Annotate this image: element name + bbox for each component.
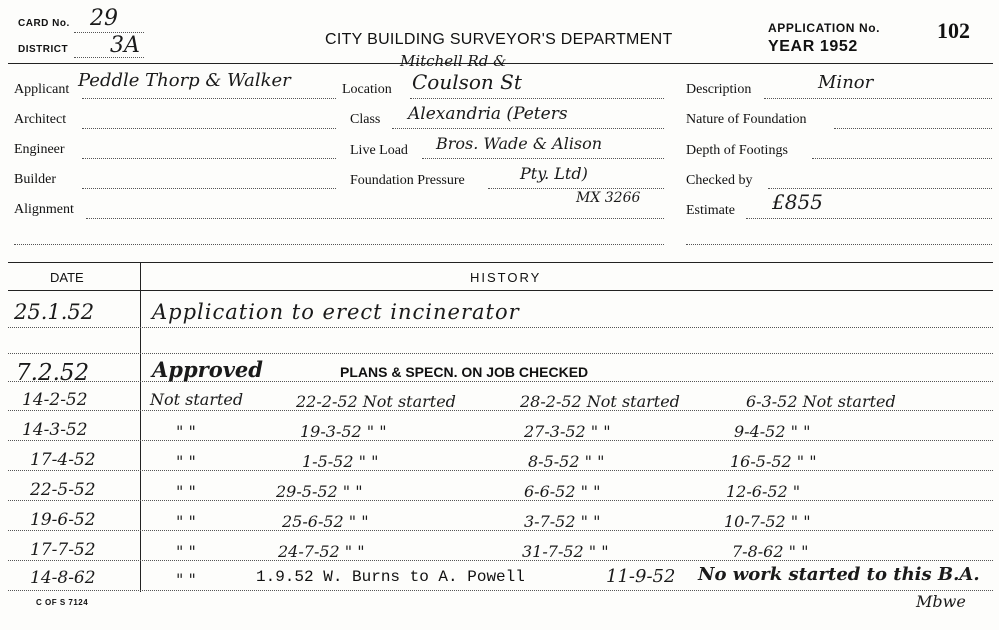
row-date: 22-5-52 bbox=[30, 480, 96, 500]
row-cell: " " bbox=[176, 422, 196, 441]
date-header: DATE bbox=[50, 270, 84, 285]
department-title: CITY BUILDING SURVEYOR'S DEPARTMENT bbox=[325, 31, 673, 48]
row-date: 17-7-52 bbox=[30, 540, 96, 560]
estimate-value: £855 bbox=[772, 190, 823, 214]
date-column-divider bbox=[140, 262, 141, 592]
class-label: Class bbox=[350, 112, 381, 127]
district-value: 3A bbox=[110, 33, 140, 58]
row-cell: 25-6-52 " " bbox=[282, 512, 369, 531]
row-date: 14-2-52 bbox=[22, 390, 88, 410]
row-cell: Not started bbox=[150, 390, 244, 409]
phone-number: MX 3266 bbox=[576, 190, 641, 206]
live-load-value: Bros. Wade & Alison bbox=[436, 134, 603, 153]
row-date: 17-4-52 bbox=[30, 450, 96, 470]
row-separator bbox=[8, 327, 993, 328]
row-cell: 28-2-52 Not started bbox=[520, 392, 680, 411]
foundation-pressure-line bbox=[488, 188, 664, 189]
row-cell: 24-7-52 " " bbox=[278, 542, 365, 561]
applicant-line bbox=[82, 98, 336, 99]
application-no-label: APPLICATION No. bbox=[768, 21, 881, 35]
row-date: 19-6-52 bbox=[30, 510, 96, 530]
class-value: Alexandria (Peters bbox=[408, 104, 568, 124]
row-separator bbox=[8, 590, 993, 591]
history-header: HISTORY bbox=[470, 270, 542, 285]
row-cell: " " bbox=[176, 542, 196, 561]
row-cell: 9-4-52 " " bbox=[734, 422, 811, 441]
right-blank-line bbox=[686, 244, 992, 245]
location-line2: Coulson St bbox=[412, 70, 522, 94]
district-label: DISTRICT bbox=[18, 44, 69, 55]
card-no-value: 29 bbox=[90, 6, 118, 31]
table-top-border bbox=[8, 262, 993, 263]
application-no-value: 102 bbox=[937, 18, 970, 43]
builder-label: Builder bbox=[14, 172, 56, 187]
applicant-value: Peddle Thorp & Walker bbox=[78, 70, 291, 91]
checked-by-line bbox=[768, 188, 992, 189]
row-cell: " " bbox=[176, 570, 196, 589]
engineer-label: Engineer bbox=[14, 142, 65, 157]
row-separator bbox=[8, 500, 993, 501]
row-cell: " " bbox=[176, 512, 196, 531]
checked-stamp: PLANS & SPECN. ON JOB CHECKED bbox=[340, 364, 589, 380]
transfer-date: 11-9-52 bbox=[606, 566, 676, 587]
foundation-pressure-value: Pty. Ltd) bbox=[520, 164, 588, 183]
live-load-line bbox=[422, 158, 664, 159]
description-line bbox=[764, 98, 992, 99]
row-cell: " " bbox=[176, 452, 196, 471]
live-load-label: Live Load bbox=[350, 143, 408, 158]
card-no-label: CARD No. bbox=[18, 18, 70, 29]
row-cell: 1-5-52 " " bbox=[302, 452, 379, 471]
foundation-pressure-label: Foundation Pressure bbox=[350, 173, 465, 188]
transfer-note: 1.9.52 W. Burns to A. Powell bbox=[256, 568, 525, 586]
row-cell: 7-8-62 " " bbox=[732, 542, 809, 561]
row-separator bbox=[8, 353, 993, 354]
location-line1: Mitchell Rd & bbox=[400, 52, 507, 70]
row-cell: 19-3-52 " " bbox=[300, 422, 387, 441]
applicant-label: Applicant bbox=[14, 82, 70, 97]
location-line bbox=[410, 98, 664, 99]
row-cell: 29-5-52 " " bbox=[276, 482, 363, 501]
row-history: Application to erect incinerator bbox=[152, 300, 520, 324]
row-cell: 6-6-52 " " bbox=[524, 482, 601, 501]
row-date: 14-3-52 bbox=[22, 420, 88, 440]
location-label: Location bbox=[342, 82, 392, 97]
row-cell: 12-6-52 " bbox=[726, 482, 801, 501]
alignment-label: Alignment bbox=[14, 202, 74, 217]
nature-line bbox=[834, 128, 992, 129]
row-cell: 16-5-52 " " bbox=[730, 452, 817, 471]
engineer-line bbox=[82, 158, 336, 159]
row-cell: 27-3-52 " " bbox=[524, 422, 611, 441]
estimate-label: Estimate bbox=[686, 203, 735, 218]
nature-label: Nature of Foundation bbox=[686, 112, 807, 127]
signature: Mbwe bbox=[916, 592, 966, 611]
checked-by-label: Checked by bbox=[686, 173, 753, 188]
year-label: YEAR 1952 bbox=[768, 38, 858, 55]
row-cell: 31-7-52 " " bbox=[522, 542, 609, 561]
description-label: Description bbox=[686, 82, 752, 97]
description-value: Minor bbox=[818, 72, 874, 93]
estimate-line bbox=[746, 218, 992, 219]
blank-line bbox=[14, 244, 664, 245]
row-cell: 3-7-52 " " bbox=[524, 512, 601, 531]
table-header-border bbox=[8, 290, 993, 291]
architect-label: Architect bbox=[14, 112, 67, 127]
row-separator bbox=[8, 530, 993, 531]
row-date: 14-8-62 bbox=[30, 568, 96, 588]
row-date: 7.2.52 bbox=[16, 360, 90, 386]
row-cell: 22-2-52 Not started bbox=[296, 392, 456, 411]
depth-line bbox=[812, 158, 992, 159]
row-history: Approved bbox=[152, 357, 263, 382]
depth-label: Depth of Footings bbox=[686, 143, 788, 158]
row-separator bbox=[8, 440, 993, 441]
alignment-line bbox=[86, 218, 664, 219]
row-cell: 10-7-52 " " bbox=[724, 512, 811, 531]
form-code: C OF S 7124 bbox=[36, 598, 89, 607]
row-separator bbox=[8, 470, 993, 471]
architect-line bbox=[82, 128, 336, 129]
row-cell: 6-3-52 Not started bbox=[746, 392, 896, 411]
class-line bbox=[392, 128, 664, 129]
row-cell: 8-5-52 " " bbox=[528, 452, 605, 471]
final-note: No work started to this B.A. bbox=[698, 564, 980, 585]
row-separator bbox=[8, 560, 993, 561]
row-date: 25.1.52 bbox=[14, 300, 95, 324]
builder-line bbox=[82, 188, 336, 189]
row-cell: " " bbox=[176, 482, 196, 501]
